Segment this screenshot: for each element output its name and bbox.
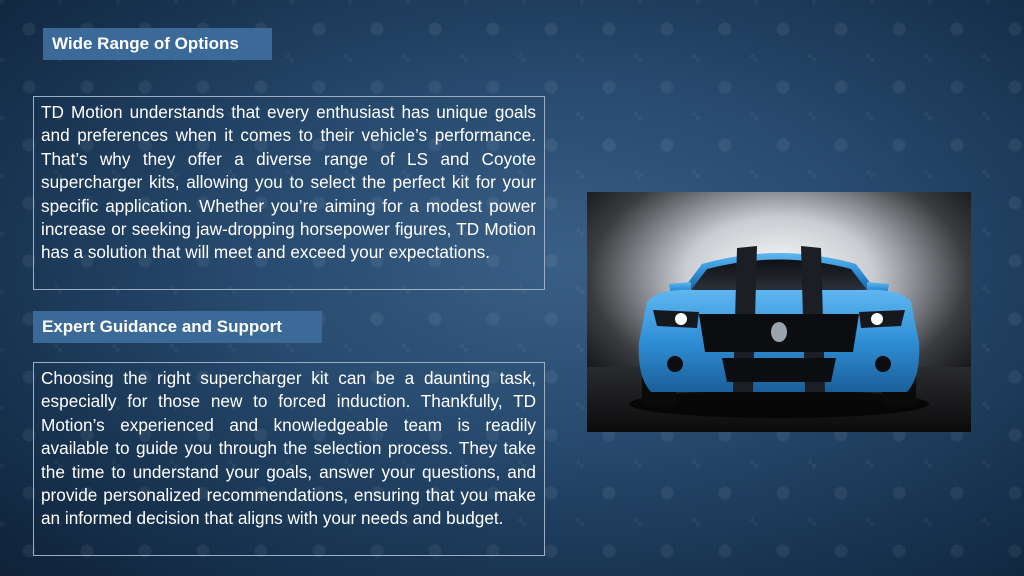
right-headlight-bulb xyxy=(871,313,883,325)
paragraph-expert-guidance: Choosing the right supercharger kit can be a daunting task, especially for those new to forced induction. Thankfully, TD Motion’s experienced and knowledgeable team is readily available to guide you through the selection process. They take the time to understand your goals, answer your questions, and provide personalized recommendations, ensuring that you make an informed decision that aligns with your needs and budget. xyxy=(41,368,536,529)
car-photo xyxy=(587,192,971,432)
paragraph-wide-range: TD Motion understands that every enthusiast has unique goals and preferences when it comes to their vehicle’s performance. That’s why they offer a diverse range of LS and Coyote supercharger kits, allowing you to select the perfect kit for your specific application. Whether you’re aiming for a modest power increase or seeking jaw-dropping horsepower figures, TD Motion has a solution that will meet and exceed your expectations. xyxy=(41,102,536,263)
cobra-badge xyxy=(771,322,787,342)
section-text-expert-guidance xyxy=(33,362,545,556)
section-heading-wide-range: Wide Range of Options xyxy=(43,28,272,60)
left-foglight xyxy=(667,356,683,372)
left-headlight-bulb xyxy=(675,313,687,325)
section-text-wide-range xyxy=(33,96,545,290)
right-foglight xyxy=(875,356,891,372)
lower-intake xyxy=(722,358,836,382)
section-heading-expert-guidance: Expert Guidance and Support xyxy=(33,311,322,343)
